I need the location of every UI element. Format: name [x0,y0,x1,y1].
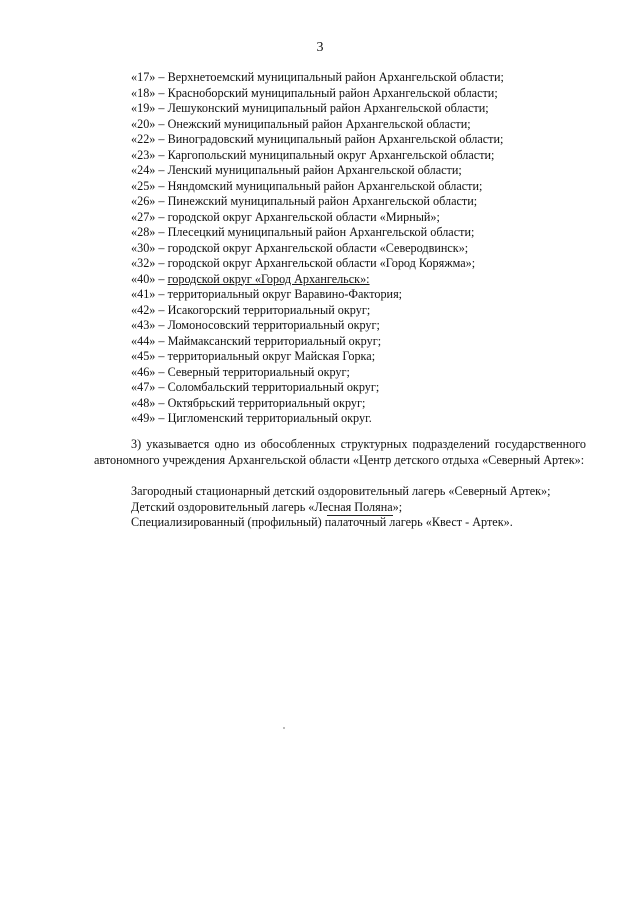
list-item: «49» – Цигломенский территориальный округ. [131,411,372,425]
list-item: «44» – Маймаксанский территориальный округ; [131,333,382,348]
list-item: «45» – территориальный округ Майская Горка; [131,349,376,363]
list-item: «42» – Исакогорский территориальный округ; [131,302,371,317]
scan-artifact [283,727,285,729]
list-item: «32» – городской округ Архангельской области «Город Коряжма»; [131,256,476,270]
list-item: Детский оздоровительный лагерь «Лесная Поляна»; [131,499,403,514]
list-item: «20» – Онежский муниципальный район Архангельской области; [131,116,471,131]
list-item: «26» – Пинежский муниципальный район Архангельской области; [131,194,478,208]
list-item: «24» – Ленский муниципальный район Архангельской области; [131,163,462,177]
list-item: Специализированный (профильный) палаточный лагерь «Квест - Артек». [131,515,513,529]
code-40-underlined-label: городской округ «Город Архангельск»: [167,271,370,286]
list-item: «27» – городской округ Архангельской области «Мирный»; [131,209,440,224]
end-divider [327,515,393,516]
paragraph-3: 3) указывается одно из обособленных структурных подразделений государственного автономного учреждения Архангельской области «Центр детского отдыха «Северный Артек»: [94,437,586,467]
list-item-arkhangelsk [131,272,601,288]
list-item: «41» – территориальный округ Варавино-Фактория; [131,287,403,301]
code-40-prefix: «40» – [131,271,168,286]
list-item: «43» – Ломоносовский территориальный округ; [131,318,380,332]
page-number: 3 [316,40,324,55]
camp-list [131,484,601,531]
list-item: «48» – Октябрьский территориальный округ; [131,395,366,410]
list-item: «30» – городской округ Архангельской области «Северодвинск»; [131,240,469,255]
list-item: Загородный стационарный детский оздоровительный лагерь «Северный Артек»; [131,484,551,498]
list-item: «47» – Соломбальский территориальный округ; [131,380,380,394]
territory-code-list [131,70,601,427]
list-item: «19» – Лешуконский муниципальный район Архангельской области; [131,101,489,115]
list-item: «28» – Плесецкий муниципальный район Архангельской области; [131,225,475,239]
list-item: «23» – Каргопольский муниципальный округ Архангельской области; [131,147,495,162]
list-item: «17» – Верхнетоемский муниципальный район Архангельской области; [131,70,504,84]
list-item: «25» – Няндомский муниципальный район Архангельской области; [131,178,483,193]
list-item: «46» – Северный территориальный округ; [131,364,350,379]
list-item: «18» – Красноборский муниципальный район Архангельской области; [131,85,498,100]
list-item: «22» – Виноградовский муниципальный район Архангельской области; [131,132,504,146]
